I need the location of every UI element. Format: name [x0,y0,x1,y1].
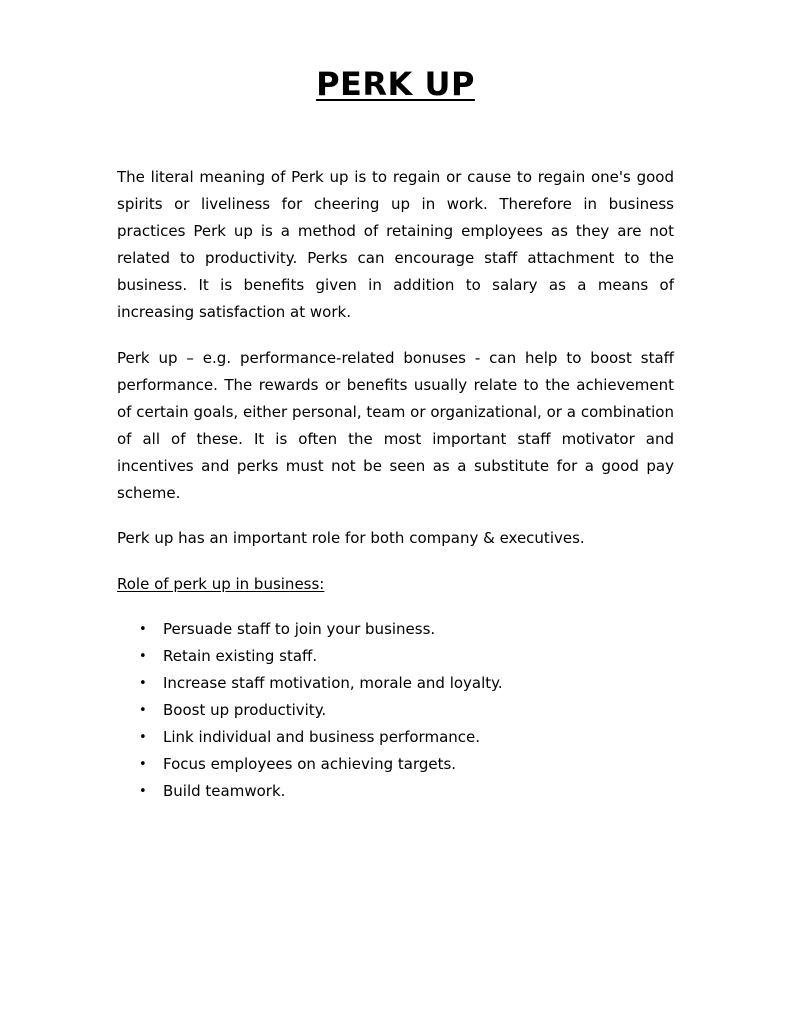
list-item-text: Increase staff motivation, morale and loyalty. [163,674,503,692]
list-item-text: Retain existing staff. [163,647,318,665]
list-item [117,778,674,805]
bullet-icon: • [139,622,147,637]
bullet-icon: • [139,676,147,691]
paragraph-performance: Perk up – e.g. performance-related bonuses - can help to boost staff performance. The rewards or benefits usually relate to the achievement of certain goals, either personal, team or organizational, or a combination of all of these. It is often the most important staff motivator and incentives and perks must not be seen as a substitute for a good pay scheme. [117,349,674,502]
list-item [117,751,674,778]
list-item [117,697,674,724]
list-item [117,724,674,751]
list-item-text: Build teamwork. [163,782,286,800]
paragraph-definition: The literal meaning of Perk up is to regain or cause to regain one's good spirits or liveliness for cheering up in work. Therefore in business practices Perk up is a method of retaining employees as they are not related to productivity. Perks can encourage staff attachment to the business. It is benefits given in addition to salary as a means of increasing satisfaction at work. [117,168,674,321]
bullet-icon: • [139,757,147,772]
page-title: PERK UP [316,65,475,103]
paragraph-role-summary: Perk up has an important role for both company & executives. [117,529,585,547]
list-item [117,643,674,670]
list-item-text: Boost up productivity. [163,701,327,719]
bullet-icon: • [139,784,147,799]
list-item-text: Focus employees on achieving targets. [163,755,457,773]
bullet-icon: • [139,703,147,718]
list-item [117,616,674,643]
bullet-icon: • [139,649,147,664]
role-bullet-list [117,616,674,805]
list-item-text: Persuade staff to join your business. [163,620,436,638]
list-item [117,670,674,697]
bullet-icon: • [139,730,147,745]
section-subheading: Role of perk up in business: [117,575,325,593]
list-item-text: Link individual and business performance. [163,728,481,746]
